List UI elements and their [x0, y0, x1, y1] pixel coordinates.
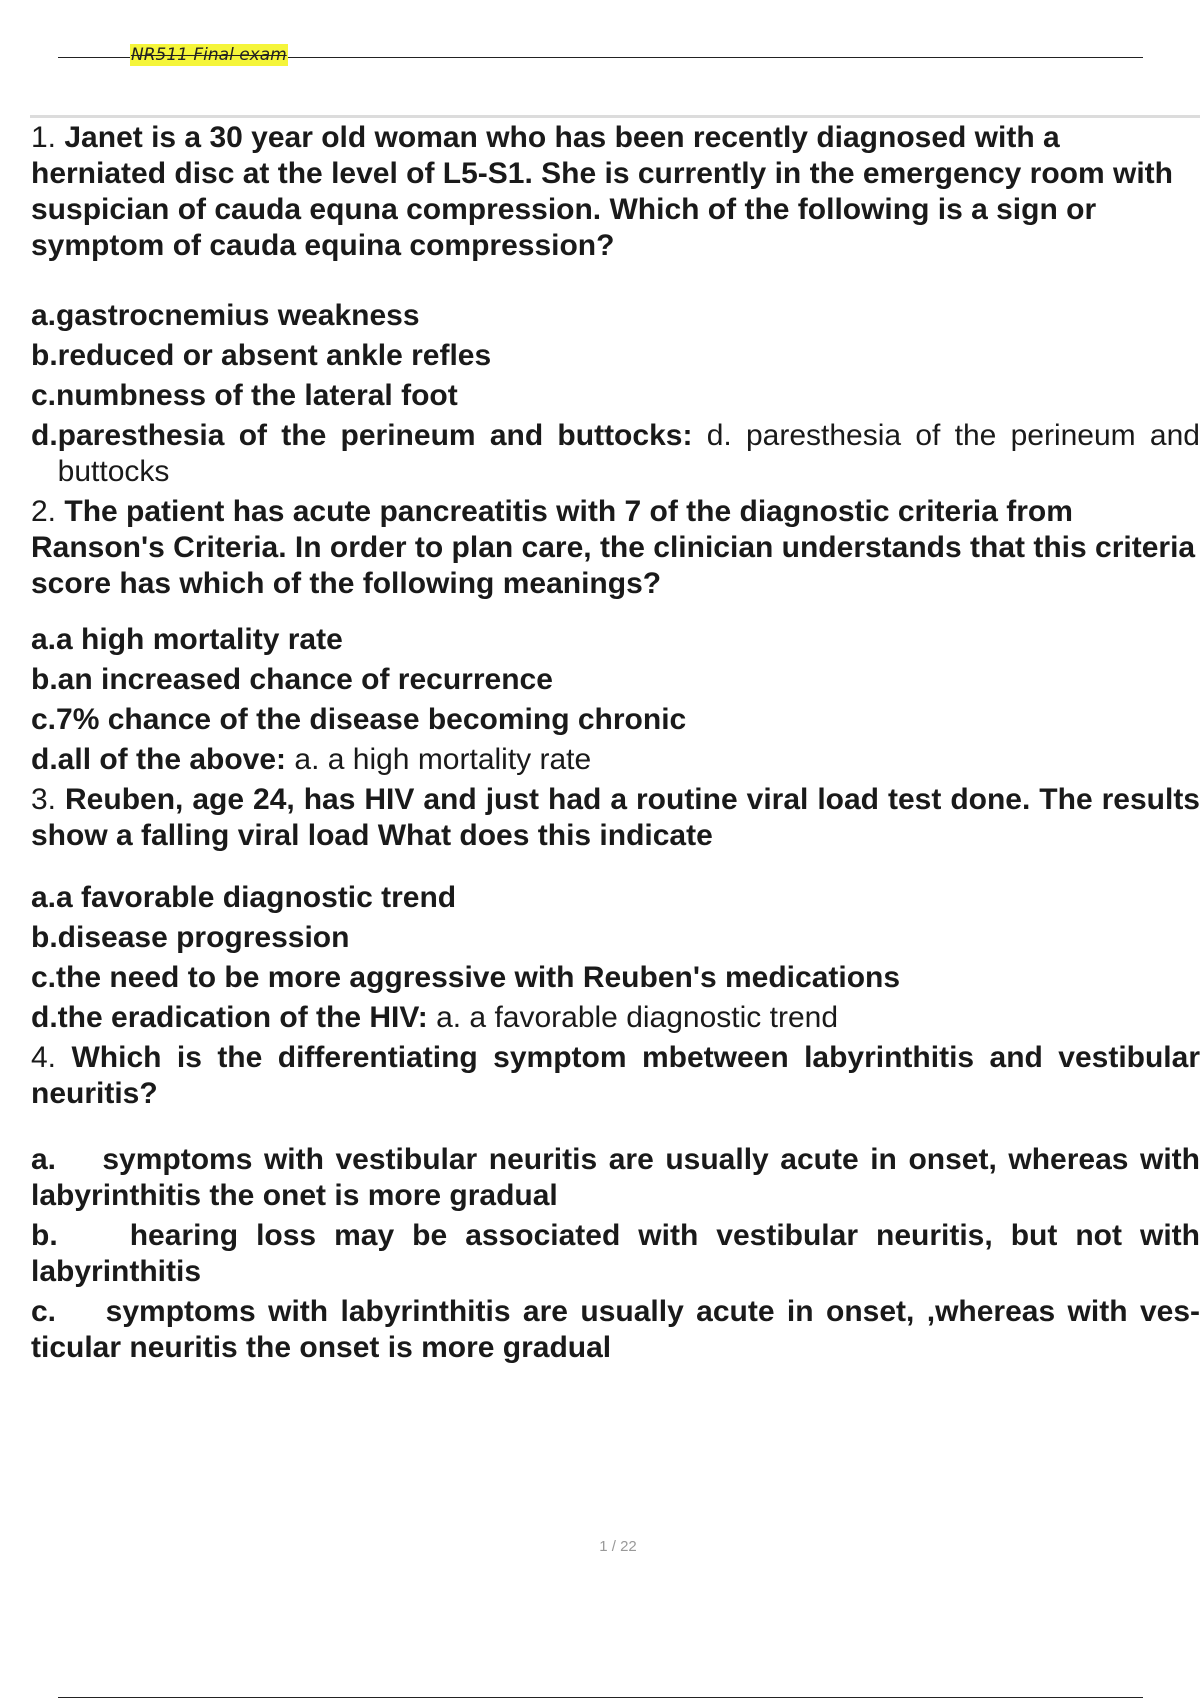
option-letter: c.: [31, 961, 57, 994]
question-1: [31, 120, 1200, 264]
option-text: symptoms with labyrinthitis are usually acute in onset, ,whereas with ves-ticular neuritis the onset is more gradual: [31, 1295, 1200, 1364]
option-letter: c.: [31, 1295, 57, 1328]
option-letter: b.: [31, 1219, 58, 1252]
option-letter: d.: [31, 743, 58, 776]
option-2c: [31, 702, 1200, 738]
option-3b: [31, 920, 1200, 956]
option-letter: c.: [31, 703, 57, 736]
question-4: [31, 1040, 1200, 1112]
option-1b: [31, 338, 1200, 374]
option-4a: [31, 1142, 1200, 1214]
option-text: the need to be more aggressive with Reuben's medications: [56, 961, 901, 994]
question-text: Janet is a 30 year old woman who has been recently diagnosed with a herniated disc at the level of L5-S1. She is currently in the emergency room with suspician of cauda equna compression. Which of the following is a sign or symptom of cauda equina compression?: [31, 121, 1173, 262]
question-text: Reuben, age 24, has HIV and just had a routine viral load test done. The results show a falling viral load What does this indicate: [31, 783, 1200, 852]
option-text: a favorable diagnostic trend: [56, 881, 457, 914]
option-text: reduced or absent ankle refles: [57, 339, 492, 372]
option-1c: [31, 378, 1200, 414]
option-4c: [31, 1294, 1200, 1366]
option-letter: a.: [31, 1143, 57, 1176]
option-letter: a.: [31, 623, 57, 656]
option-letter: b.: [31, 339, 58, 372]
option-letter: b.: [31, 921, 58, 954]
answer-text: a. a high mortality rate: [294, 743, 592, 776]
footer-rule: [58, 1697, 1143, 1698]
option-text: symptoms with vestibular neuritis are usually acute in onset, whereas with labyrinthitis the onet is more gradual: [31, 1143, 1200, 1212]
option-letter: a.: [31, 881, 57, 914]
option-text: gastrocnemius weakness: [56, 299, 420, 332]
option-1a: [31, 298, 1200, 334]
option-letter: d.: [31, 419, 58, 452]
option-3d: [31, 1000, 1200, 1036]
option-text: a high mortality rate: [56, 623, 343, 656]
option-3a: [31, 880, 1200, 916]
question-number: 3.: [31, 783, 57, 816]
option-text: an increased chance of recurrence: [57, 663, 553, 696]
option-text: disease progression: [57, 921, 350, 954]
question-2: [31, 494, 1200, 602]
question-text: Which is the differentiating symptom mbetween labyrinthitis and vestibular neuritis?: [31, 1041, 1200, 1110]
option-3c: [31, 960, 1200, 996]
option-letter: d.: [31, 1001, 58, 1034]
document-title: NR511 Final exam: [131, 45, 287, 65]
separator-rule: [30, 115, 1200, 118]
option-text: the eradication of the HIV:: [57, 1001, 428, 1034]
answer-text: d. paresthesia of the perineum and buttocks: [57, 419, 1200, 488]
page-number: 1 / 22: [599, 1538, 637, 1555]
option-letter: b.: [31, 663, 58, 696]
question-number: 2.: [31, 495, 57, 528]
option-letter: a.: [31, 299, 57, 332]
option-2d: [31, 742, 1200, 778]
question-number: 1.: [31, 121, 57, 154]
option-4b: [31, 1218, 1200, 1290]
question-text: The patient has acute pancreatitis with 7 of the diagnostic criteria from Ranson's Criteria. In order to plan care, the clinician understands that this criteria score has which of the following meanings?: [31, 495, 1196, 600]
question-3: [31, 782, 1200, 854]
option-letter: c.: [31, 379, 57, 412]
option-text: all of the above:: [57, 743, 287, 776]
option-text: paresthesia of the perineum and buttocks:: [57, 419, 693, 452]
option-2b: [31, 662, 1200, 698]
option-text: 7% chance of the disease becoming chronic: [56, 703, 687, 736]
question-list: [31, 120, 1200, 1366]
option-text: numbness of the lateral foot: [56, 379, 458, 412]
answer-text: a. a favorable diagnostic trend: [436, 1001, 839, 1034]
option-1d: [31, 418, 1200, 490]
option-text: hearing loss may be associated with vestibular neuritis, but not with labyrinthitis: [31, 1219, 1200, 1288]
question-number: 4.: [31, 1041, 57, 1074]
option-2a: [31, 622, 1200, 658]
